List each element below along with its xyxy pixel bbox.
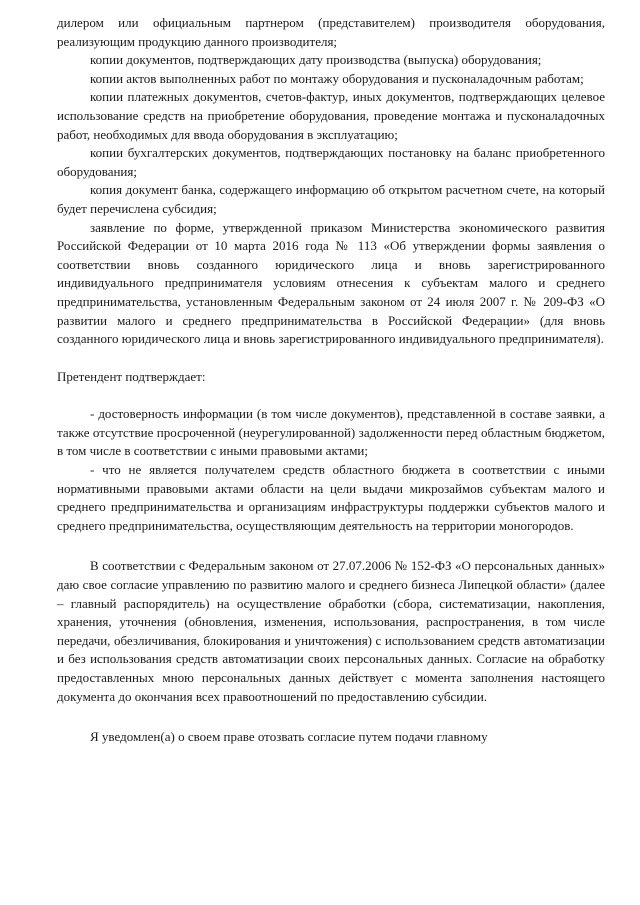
list-item: копии документов, подтверждающих дату производства (выпуска) оборудования;	[90, 52, 542, 68]
consent-paragraph: В соответствии с Федеральным законом от 27.07.2006 № 152-ФЗ «О персональных данных» даю свое согласие управлению по развитию малого и среднего бизнеса Липецкой области» (далее – главный распорядитель) на осуществление обработки (сбора, систематизации, накопления, хранения, уточнения (обновления, изменения, использования, распространения, в том числе передачи, обезличивания, блокирования и уничтожения) с использованием средств автоматизации и без использования средств автоматизации своих персональных данных. Согласие на обработку предоставленных мною персональных данных действует с момента заполнения настоящего документа до окончания всех правоотношений по предоставлению субсидии.	[57, 558, 605, 704]
list-item: копии бухгалтерских документов, подтверждающих постановку на баланс приобретенного оборудования;	[57, 145, 605, 179]
confirms-item: - достоверность информации (в том числе документов), представленной в составе заявки, а также отсутствие просроченной (неурегулированной) задолженности перед областным бюджетом, в том числе в соответствии с иными правовыми актами;	[57, 406, 605, 459]
spacer	[57, 386, 605, 405]
spacer	[57, 535, 605, 557]
list-item: заявление по форме, утвержденной приказом Министерства экономического развития Российской Федерации от 10 марта 2016 года № 113 «Об утверждении формы заявления о соответствии вновь созданного юридического лица и вновь зарегистрированного индивидуального предпринимателя условиям отнесения к субъектам малого и среднего предпринимательства, установленным Федеральным законом от 24 июля 2007 г. № 209-ФЗ «О развитии малого и среднего предпринимательства в Российской Федерации» (для вновь созданного юридического лица и вновь зарегистрированного индивидуального предпринимателя).	[57, 219, 605, 347]
list-item: дилером или официальным партнером (представителем) производителя оборудования, реализующим продукцию данного производителя;	[57, 15, 605, 49]
confirms-heading: Претендент подтверждает:	[57, 368, 206, 384]
final-paragraph: Я уведомлен(а) о своем праве отозвать согласие путем подачи главному	[90, 729, 488, 745]
list-item: копии актов выполненных работ по монтажу оборудования и пусконаладочным работам;	[90, 70, 584, 86]
list-item: копии платежных документов, счетов-фактур, иных документов, подтверждающих целевое использование средств на приобретение оборудования, проведение монтажа и пусконаладочных работ, необходимых для ввода оборудования в эксплуатацию;	[57, 89, 605, 142]
confirms-item: - что не является получателем средств областного бюджета в соответствии с иными нормативными правовыми актами области на цели выдачи микрозаймов субъектам малого и среднего предпринимательства и организациям инфраструктуры поддержки субъектов малого и среднего предпринимательства, осуществляющим деятельность на территории моногородов.	[57, 462, 605, 533]
list-item: копия документ банка, содержащего информацию об открытом расчетном счете, на который будет перечислена субсидия;	[57, 182, 605, 216]
spacer	[57, 349, 605, 368]
document-page	[57, 14, 605, 747]
spacer	[57, 706, 605, 728]
